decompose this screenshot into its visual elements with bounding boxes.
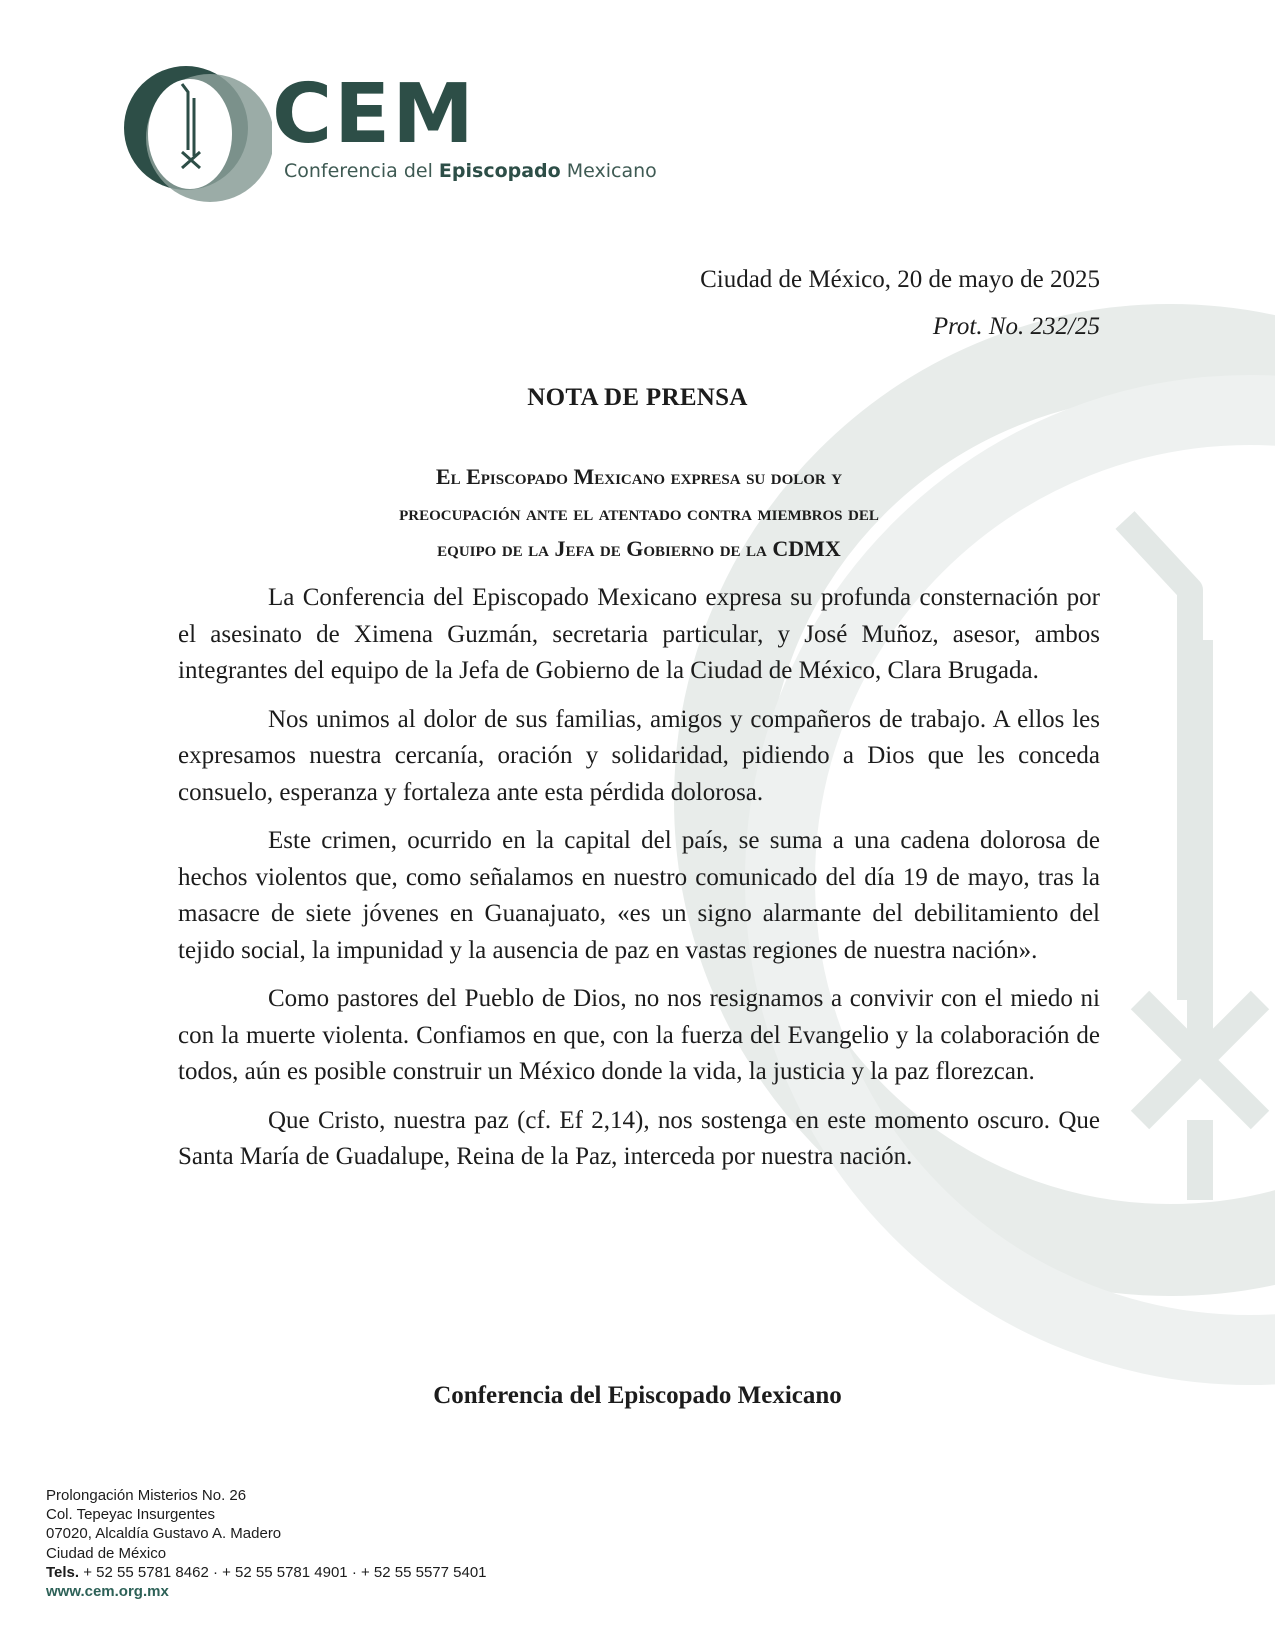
address-line: 07020, Alcaldía Gustavo A. Madero	[46, 1525, 282, 1543]
paragraph: Como pastores del Pueblo de Dios, no nos resignamos a convivir con el miedo ni con la muerte violenta. Confiamos en que, con la fuerza del Evangelio y la colaboración de todos, aún es posible construir un México donde la vida, la justicia y la paz florezcan.	[178, 985, 1100, 1085]
phone-label: Tels.	[46, 1563, 80, 1581]
address-line: Col. Tepeyac Insurgentes	[46, 1506, 215, 1524]
body-text	[178, 580, 1100, 1188]
paragraph: La Conferencia del Episcopado Mexicano expresa su profunda consternación por el asesinato de Ximena Guzmán, secretaria particular, y José Muñoz, asesor, ambos integrantes del equipo de la Jefa de Gobierno de la Ciudad de México, Clara Brugada.	[178, 584, 1100, 684]
phone-line	[46, 1563, 487, 1582]
cem-emblem-icon	[112, 52, 272, 212]
headline	[178, 459, 1100, 567]
headline-line: El Episcopado Mexicano expresa su dolor y	[435, 464, 843, 489]
footer-contact	[46, 1486, 487, 1601]
address-line: Ciudad de México	[46, 1544, 167, 1562]
website-link[interactable]: www.cem.org.mx	[46, 1583, 169, 1601]
headline-line: preocupación ante el atentado contra miembros del	[399, 500, 879, 525]
document-date: Ciudad de México, 20 de mayo de 2025	[700, 266, 1100, 293]
logo-subtitle-bold: Episcopado	[438, 160, 561, 182]
paragraph: Nos unimos al dolor de sus familias, amigos y compañeros de trabajo. A ellos les expresamos nuestra cercanía, oración y solidaridad, pidiendo a Dios que les conceda consuelo, esperanza y fortaleza ante esta pérdida dolorosa.	[178, 705, 1100, 806]
paragraph: Que Cristo, nuestra paz (cf. Ef 2,14), nos sostenga en este momento oscuro. Que Santa María de Guadalupe, Reina de la Paz, interceda por nuestra nación.	[178, 1106, 1100, 1170]
logo-acronym: CEM	[272, 67, 476, 162]
logo-subtitle-pre: Conferencia del	[284, 160, 433, 182]
signature: Conferencia del Episcopado Mexicano	[433, 1382, 842, 1409]
phone-numbers: + 52 55 5781 8462 · + 52 55 5781 4901 · + 52 55 5577 5401	[83, 1563, 487, 1581]
logo-subtitle	[284, 160, 657, 182]
logo-subtitle-post: Mexicano	[566, 160, 657, 182]
headline-line: equipo de la Jefa de Gobierno de la CDMX	[437, 536, 841, 561]
cem-logo	[112, 52, 672, 212]
protocol-number: Prot. No. 232/25	[932, 313, 1100, 340]
address-line: Prolongación Misterios No. 26	[46, 1487, 247, 1504]
press-release-heading: NOTA DE PRENSA	[527, 384, 748, 411]
paragraph: Este crimen, ocurrido en la capital del país, se suma a una cadena dolorosa de hechos violentos que, como señalamos en nuestro comunicado del día 19 de mayo, tras la masacre de siete jóvenes en Guanajuato, «es un signo alarmante del debilitamiento del tejido social, la impunidad y la ausencia de paz en vastas regiones de nuestra nación».	[178, 827, 1100, 964]
